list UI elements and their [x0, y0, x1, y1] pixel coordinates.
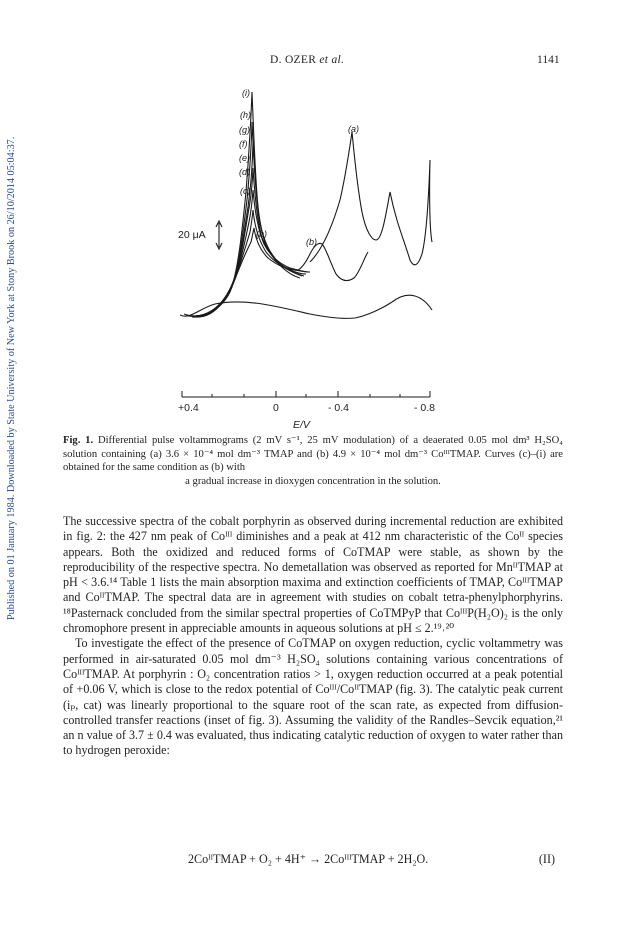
curve-label: (g): [239, 125, 250, 135]
x-tick-label: - 0.4: [328, 402, 350, 414]
paragraph: To investigate the effect of the presence of CoTMAP on oxygen reduction, cyclic voltammetry was performed in air-saturated 0.05 mol dm⁻³ H₂SO₄ solutions containing various concentrations of CoᴵᴵᴵTMAP. At porphyrin : O₂ concentration ratios > 1, oxygen reduction occurred at a peak potential of +0.06 V, which is close to the redox potential of Coᴵᴵᴵ/CoᴵᴵTMAP (fig. 3). The catalytic peak current (iₚ, cat) was linearly proportional to the square root of the scan rate, as expected from diffusion-controlled transfer reactions (inset of fig. 3). Assuming the validity of the Randles–Sevcik equation,²¹ an n value of 3.7 ± 0.4 was evaluated, thus indicating catalytic reduction of oxygen to water rather than to hydrogen peroxide:: [63, 636, 563, 758]
x-axis: [178, 388, 448, 432]
x-tick-label: 0: [273, 402, 279, 414]
caption-text: Differential pulse voltammograms (2 mV s⁻¹, 25 mV modulation) of a deaerated 0.05 mol dm³ H₂SO₄ solution containing (a) 3.6 × 10⁻⁴ mol dm⁻³ TMAP and (b) 4.9 × 10⁻⁴ mol dm⁻³ CoᴵᴵᴵTMAP. Curves (c)–(i) are obtained for the same condition as (b) with: [63, 435, 563, 474]
page-header: [0, 54, 624, 72]
curve-label: (h): [240, 110, 251, 120]
equation-number: (II): [538, 852, 555, 866]
download-notice: [4, 60, 20, 620]
equation: 2CoᴵᴵTMAP + O₂ + 4H⁺ → 2CoᴵᴵᴵTMAP + 2H₂O.: [188, 852, 429, 866]
x-tick-label: +0.4: [178, 402, 199, 414]
curve-label: (e): [239, 153, 250, 163]
curve-label: (i): [242, 88, 250, 98]
x-axis-title: E/V: [293, 419, 310, 431]
running-head-etal: et al.: [319, 54, 345, 66]
curve-a-peak: [310, 132, 432, 265]
curve-label: (c): [240, 186, 251, 196]
curve-label: (f): [239, 139, 248, 149]
curve-family-5: [192, 190, 308, 317]
scale-bar-label: 20 μA: [178, 229, 206, 241]
equation-block: [63, 852, 563, 870]
running-head-author: D. OZER: [270, 54, 317, 66]
voltammogram-figure: [160, 82, 480, 402]
figure-caption: [63, 434, 563, 488]
page-number: 1141: [537, 54, 560, 66]
caption-label: Fig. 1.: [63, 435, 94, 446]
curve-a: [392, 295, 432, 310]
x-axis-line: [178, 388, 448, 402]
running-head: [270, 54, 344, 66]
curve-label-b-inner: (b): [256, 229, 267, 239]
curve-label-a: (a): [348, 124, 359, 134]
curve-family-2: [186, 122, 302, 316]
caption-text-last: a gradual increase in dioxygen concentration in the solution.: [185, 475, 441, 487]
curve-b: [298, 243, 368, 280]
download-notice-text: Published on 01 January 1984. Downloaded by State University of New York at Stony Brook on 26/10/2014 05:04:37.: [6, 136, 17, 620]
paragraph: The successive spectra of the cobalt porphyrin as observed during incremental reduction are exhibited in fig. 2: the 427 nm peak of Coᴵᴵᴵ diminishes and a peak at 412 nm characteristic of the Coᴵᴵ species appears. Both the oxidized and reduced forms of CoTMAP were stable, as shown by the reproducibility of the respective spectra. No demetallation was observed as reported for MnᴵᴵTMAP at pH < 3.6.¹⁴ Table 1 lists the main absorption maxima and extinction coefficients of TMAP, CoᴵᴵᴵTMAP and CoᴵᴵTMAP. The spectral data are in agreement with studies on cobalt tetra-phenylphorphyrins. ¹⁸Pasternack concluded from the similar spectral properties of CoTMPyP that CoᴵᴵᴵP(H₂O)₂ is the only chromophore present in appreciable amounts in aqueous solutions at pH ≤ 2.¹⁹˒²⁰: [63, 514, 563, 636]
x-tick-label: - 0.8: [414, 402, 436, 414]
curve-label: (d): [239, 167, 250, 177]
curve-label-b-outer: (b): [306, 237, 317, 247]
curve-family-6: [194, 210, 310, 317]
body-text: [63, 514, 563, 759]
